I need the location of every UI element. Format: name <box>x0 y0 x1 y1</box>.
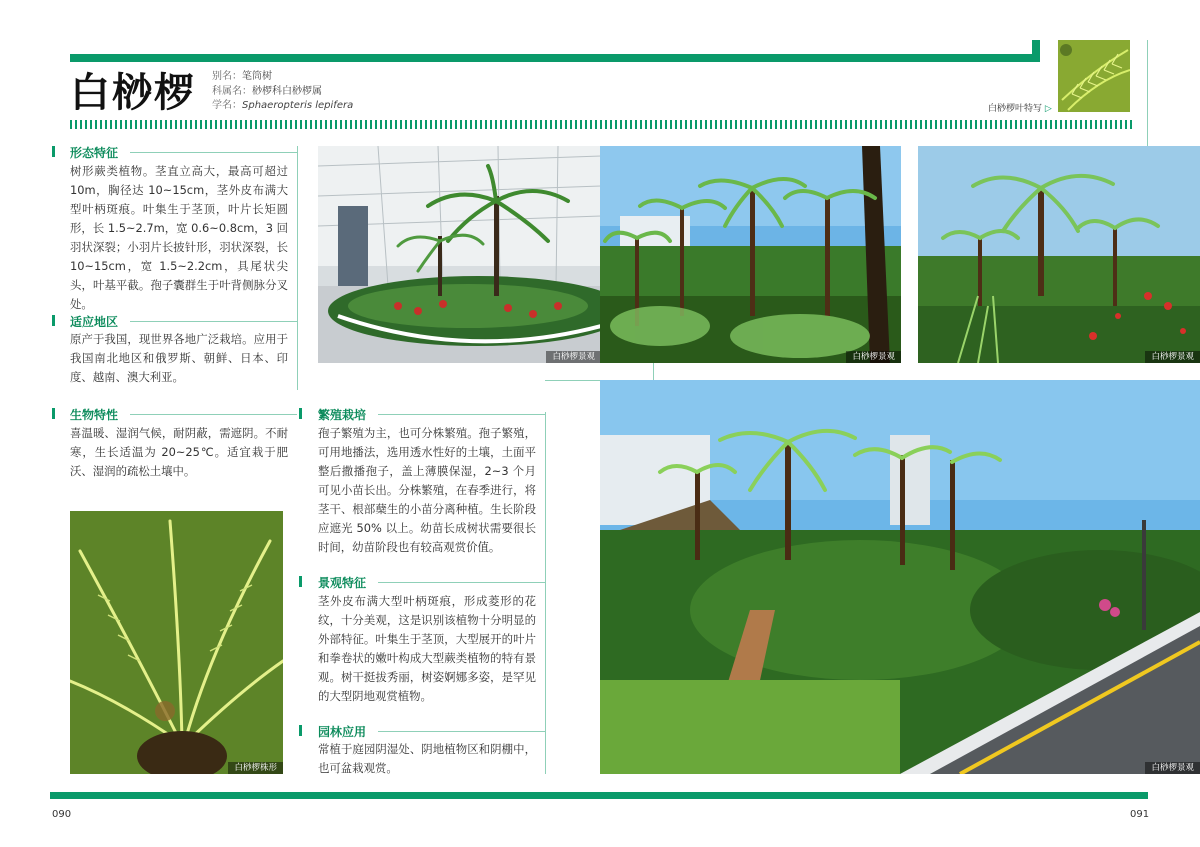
photo-caption: 白桫椤景观 <box>1145 351 1200 363</box>
section-marker <box>52 315 55 326</box>
section-title-propagation: 繁殖栽培 <box>318 408 367 422</box>
thumbnail-caption-text: 白桫椤叶特写 <box>988 104 1043 114</box>
section-text-propagation: 孢子繁殖为主，也可分株繁殖。孢子繁殖，可用地播法，选用透水性好的土壤，土面平整后撒播孢子，盖上薄膜保湿，2~3 个月可见小苗长出。分株繁殖，在春季进行，将茎干、根部蘖生的小苗分离种植。生长阶段应遮光 50% 以上。幼苗长成树状需要很长时间，幼苗阶段也有较高观赏价值。 <box>318 426 536 554</box>
section-rule <box>378 582 545 583</box>
thumbnail-caption <box>988 101 1052 114</box>
section-text-region: 原产于我国，现世界各地广泛栽培。应用于我国南北地区和俄罗斯、朝鲜、日本、印度、越南、澳大利亚。 <box>70 332 288 384</box>
photo-caption: 白桫椤景观 <box>846 351 901 363</box>
photo-outdoor-landscape <box>600 146 901 363</box>
plant-meta <box>212 70 353 114</box>
section-title-landscape: 景观特征 <box>318 576 367 590</box>
alias-label: 别名： <box>212 71 242 82</box>
section-rule <box>130 414 297 415</box>
photo-caption: 白桫椤株形 <box>228 762 283 774</box>
middle-column-guide <box>545 412 546 774</box>
section-rule <box>378 414 545 415</box>
section-rule <box>378 731 545 732</box>
family-value: 桫椤科白桫椤属 <box>252 85 322 97</box>
alias-value: 笔筒树 <box>242 71 272 82</box>
scientific-name: Sphaeropteris lepifera <box>242 100 354 111</box>
section-text-morphology: 树形蕨类植物。茎直立高大，最高可超过10m，胸径达 10~15cm，茎外皮布满大型叶柄斑痕。叶集生于茎顶，叶片长矩圆形，长 1.5~2.7m，宽 0.6~0.8cm，3 回羽状深裂；小羽片长披针形，羽状深裂，长10~15cm，宽 1.5~2.2cm，具尾状尖头，叶基平截。孢子囊群生于叶背侧脉分叉处。 <box>70 164 288 311</box>
section-text-landscape: 茎外皮布满大型叶柄斑痕，形成菱形的花纹，十分美观，这是识别该植物十分明显的外部特征。叶集生于茎顶，大型展开的叶片和拳卷状的嫩叶构成大型蕨类植物的特有景观。树干挺拔秀丽，树姿婀娜多姿，是罕见的大型阴地观赏植物。 <box>318 594 536 703</box>
hatched-divider <box>70 120 1132 129</box>
triangle-right-icon: ▷ <box>1044 104 1052 114</box>
header-bar <box>70 54 1040 62</box>
photo-large-landscape <box>600 380 1200 774</box>
section-title-region: 适应地区 <box>70 315 119 329</box>
section-rule <box>130 152 297 153</box>
leaf-closeup-thumbnail <box>1058 40 1130 112</box>
section-title-biology: 生物特性 <box>70 408 119 422</box>
left-column-guide <box>297 146 298 390</box>
scientific-label: 学名： <box>212 100 242 111</box>
connector-line <box>653 362 654 380</box>
section-marker <box>299 408 302 419</box>
photo-indoor-landscape <box>318 146 601 363</box>
section-marker <box>299 576 302 587</box>
section-marker <box>52 146 55 157</box>
page-title: 白桫椤 <box>70 70 196 116</box>
footer-bar <box>50 792 1148 799</box>
section-marker <box>52 408 55 419</box>
page-number-right: 091 <box>1130 809 1150 820</box>
page-number-left: 090 <box>52 809 72 820</box>
photo-caption: 白桫椤景观 <box>546 351 601 363</box>
photo-garden-landscape <box>918 146 1200 363</box>
photo-plant-form <box>70 511 283 774</box>
section-marker <box>299 725 302 736</box>
photo-caption: 白桫椤景观 <box>1145 762 1200 774</box>
section-title-morphology: 形态特征 <box>70 146 119 160</box>
section-text-biology: 喜温暖、湿润气候，耐阴蔽，需遮阴。不耐寒，生长适温为 20~25℃。适宜栽于肥沃、湿润的疏松土壤中。 <box>70 426 288 478</box>
family-row <box>212 85 353 100</box>
alias-row <box>212 70 353 85</box>
section-title-garden: 园林应用 <box>318 725 367 739</box>
section-rule <box>130 321 297 322</box>
family-label: 科属名： <box>212 85 252 97</box>
scientific-row <box>212 99 353 114</box>
section-text-garden: 常植于庭园阴湿处、阴地植物区和阴棚中，也可盆栽观赏。 <box>318 742 536 775</box>
header-bar-hook <box>1032 40 1040 62</box>
